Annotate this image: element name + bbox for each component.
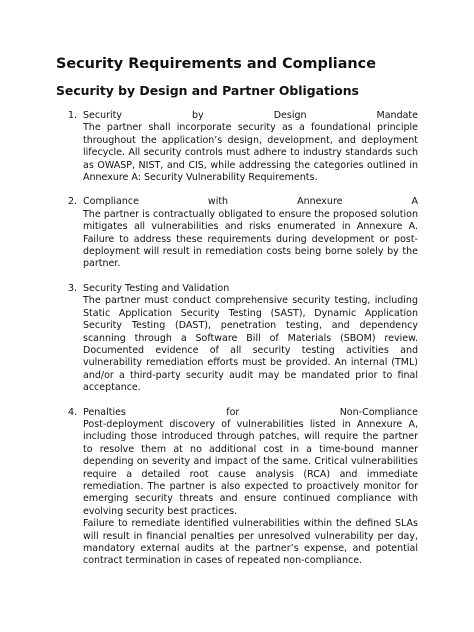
item-heading: [83, 407, 418, 419]
item-number: 4.: [68, 406, 78, 418]
item-paragraph: The partner shall incorporate security as a foundational principle throughout the application’s design, development, and deployment lifecycle. All security controls must adhere to industry standards such as OWASP, NIST, and CIS, while addressing the categories outlined in Annexure A: Security Vulnerability Requirements.: [83, 122, 418, 184]
page-title: Security Requirements and Compliance: [56, 56, 376, 72]
heading-word: Annexure: [297, 196, 343, 208]
item-heading: [83, 196, 418, 208]
item-number: 3.: [68, 282, 78, 294]
requirements-list: [56, 110, 418, 568]
heading-word: Mandate: [376, 110, 418, 121]
list-item: [56, 283, 418, 395]
heading-word: A: [411, 196, 418, 208]
heading-word: with: [207, 196, 229, 208]
section-subtitle: Security by Design and Partner Obligations: [56, 83, 359, 98]
heading-word: Non-Compliance: [339, 406, 418, 418]
list-item: [56, 407, 418, 568]
item-heading: [83, 110, 418, 122]
item-heading: Security Testing and Validation: [83, 282, 230, 294]
heading-word: Penalties: [83, 406, 126, 418]
item-paragraph: The partner must conduct comprehensive security testing, including Static Application Security Testing (SAST), Dynamic Application Security Testing (DAST), penetration testing, and dependency scanning through a Software Bill of Materials (SBOM) review. Documented evidence of all security testing activities and vulnerability remediation efforts must be provided. An internal (TML) and/or a third-party security audit may be mandated prior to final acceptance.: [83, 295, 418, 394]
item-number: 1.: [68, 110, 78, 121]
heading-word: by: [192, 110, 204, 121]
heading-word: for: [226, 406, 240, 418]
list-item: [56, 196, 418, 270]
item-paragraph: Failure to remediate identified vulnerabilities within the defined SLAs will result in financial penalties per unresolved vulnerability per day, mandatory external audits at the partner’s expense, and potential contract termination in cases of repeated non-compliance.: [83, 518, 418, 567]
heading-word: Design: [273, 110, 307, 121]
item-number: 2.: [68, 196, 78, 208]
item-paragraph: Post-deployment discovery of vulnerabilities listed in Annexure A, including those introduced through patches, will require the partner to resolve them at no additional cost in a time-bound manner depending on severity and impact of the same. Critical vulnerabilities require a detailed root cause analysis (RCA) and immediate remediation. The partner is also expected to proactively monitor for emerging security threats and ensure continued compliance with evolving security best practices.: [83, 418, 418, 517]
list-item: [56, 110, 418, 184]
heading-word: Compliance: [83, 196, 139, 208]
item-paragraph: The partner is contractually obligated to ensure the proposed solution mitigates all vulnerabilities and risks enumerated in Annexure A. Failure to address these requirements during development or post-deployment will result in remediation costs being borne solely by the partner.: [83, 208, 418, 270]
heading-word: Security: [83, 110, 123, 121]
